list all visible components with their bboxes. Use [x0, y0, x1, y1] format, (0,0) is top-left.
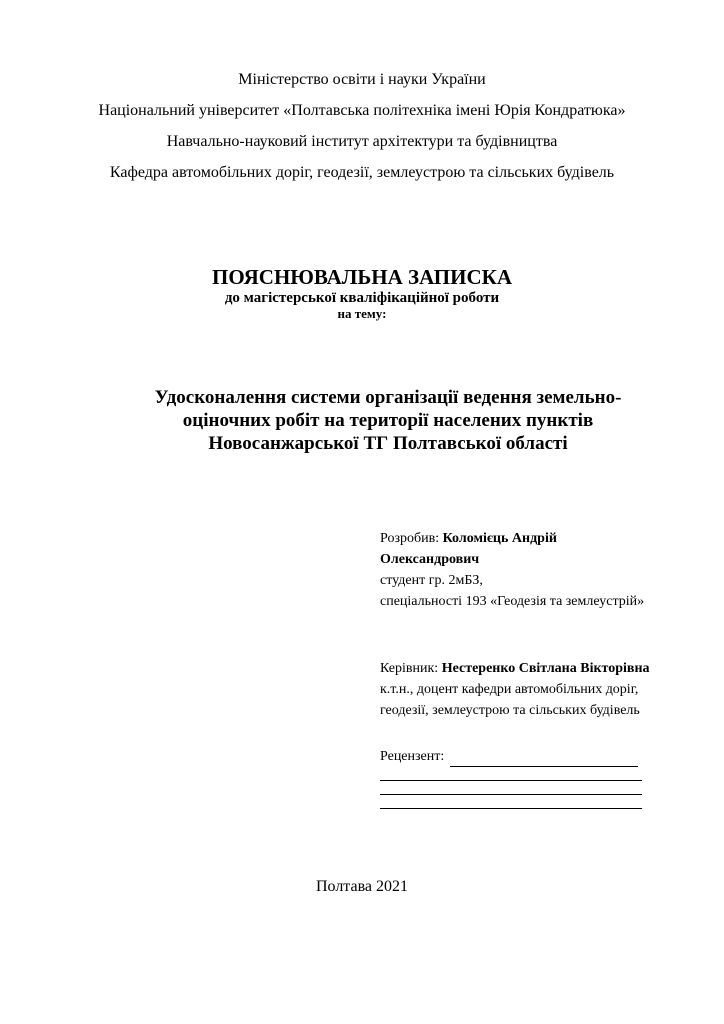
supervisor-row: [380, 658, 680, 679]
city-year: Полтава 2021: [315, 878, 409, 895]
reviewer-line-2: [380, 781, 642, 795]
author-specialty: спеціальності 193 «Геодезія та землеустрій»: [380, 594, 645, 609]
supervisor-position-2: геодезії, землеустрою та сільських будівель: [380, 703, 640, 718]
document-title: ПОЯСНЮВАЛЬНА ЗАПИСКА: [211, 265, 513, 289]
thesis-topic: [100, 386, 676, 455]
supervisor-info: [380, 658, 680, 721]
ministry-name: Міністерство освіти і науки України: [238, 71, 486, 88]
author-group: студент гр. 2мБЗ,: [380, 573, 483, 588]
author-name-patronymic: Олександрович: [380, 552, 480, 567]
topic-line-2: оціночних робіт на території населених пунктів: [182, 410, 594, 431]
topic-label: на тему:: [337, 306, 387, 321]
university-name: Національний університет «Полтавська політехніка імені Юрія Кондратюка»: [98, 102, 626, 119]
supervisor-name: Нестеренко Світлана Вікторівна: [441, 661, 650, 676]
supervisor-position-1: к.т.н., доцент кафедри автомобільних доріг,: [380, 682, 639, 697]
reviewer-row: [380, 746, 680, 767]
author-info: [380, 528, 680, 612]
reviewer-info: [380, 746, 680, 809]
reviewer-label: Рецензент:: [380, 749, 445, 764]
topic-line-3: Новосанжарської ТГ Полтавської області: [208, 433, 568, 454]
author-row: [380, 528, 680, 549]
institute-name: Навчально-науковий інститут архітектури та будівництва: [166, 133, 558, 150]
reviewer-name-blank: [450, 752, 638, 767]
author-name-first: Коломієць Андрій: [442, 531, 557, 546]
institution-header: [0, 70, 724, 194]
title-block: [0, 264, 724, 321]
reviewer-line-3: [380, 795, 642, 809]
reviewer-line-1: [380, 767, 642, 781]
topic-line-1: Удосконалення системи організації ведення земельно-: [154, 387, 622, 408]
supervisor-label: Керівник:: [380, 661, 442, 676]
document-subtitle: до магістерської кваліфікаційної роботи: [224, 290, 500, 306]
author-label: Розробив:: [380, 531, 443, 546]
department-name: Кафедра автомобільних доріг, геодезії, землеустрою та сільських будівель: [109, 164, 615, 181]
